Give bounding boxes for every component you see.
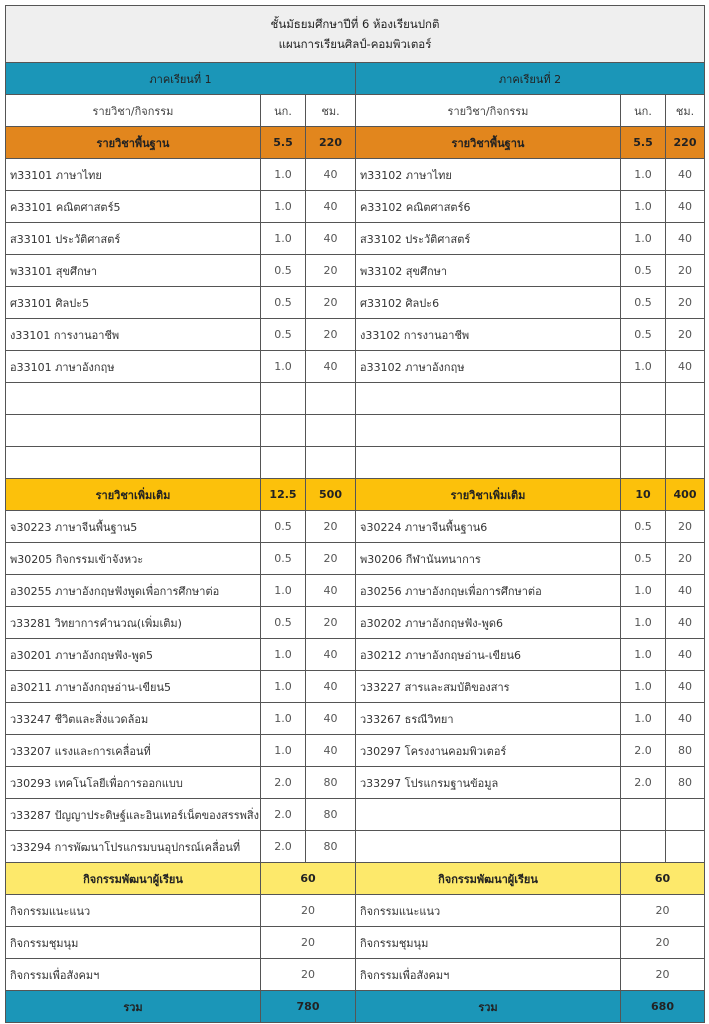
sem2-subject: ว33297 โปรแกรมฐานข้อมูล [356,767,621,799]
table-row [6,639,705,671]
table-row [6,735,705,767]
sem1-hours: 40 [306,351,356,383]
sem1-hours: 20 [306,255,356,287]
sem1-credits: 1.0 [261,191,306,223]
hours-column-header: ชม. [666,95,705,127]
sem1-hours [306,415,356,447]
sem1-subject: อ30255 ภาษาอังกฤษฟังพูดเพื่อการศึกษาต่อ [6,575,261,607]
sem2-credits: 1.0 [621,639,666,671]
extra-sem2-credits: 10 [621,479,666,511]
sem1-subject: ส33101 ประวัติศาสตร์ [6,223,261,255]
sem2-hours: 40 [666,191,705,223]
sem1-credits: 1.0 [261,671,306,703]
sem2-activity: กิจกรรมเพื่อสังคมฯ [356,959,621,991]
title-row [6,6,705,63]
extra-sem1-hours: 500 [306,479,356,511]
table-row [6,703,705,735]
sem1-credits: 2.0 [261,831,306,863]
sem1-credits: 2.0 [261,767,306,799]
title-line-1: ชั้นมัธยมศึกษาปีที่ 6 ห้องเรียนปกติ [270,17,440,31]
sem1-subject: ว33287 ปัญญาประดิษฐ์และอินเทอร์เน็ตของสรรพสิ่ง [6,799,261,831]
sem2-subject: ท33102 ภาษาไทย [356,159,621,191]
sem1-hours: 80 [306,799,356,831]
sem1-hours: 40 [306,223,356,255]
sem2-subject [356,383,621,415]
sem2-subject: ส33102 ประวัติศาสตร์ [356,223,621,255]
basic-sem2-credits: 5.5 [621,127,666,159]
sem2-credits: 0.5 [621,287,666,319]
table-row [6,223,705,255]
total-row [6,991,705,1023]
sem2-credits [621,415,666,447]
table-row [6,255,705,287]
table-row [6,543,705,575]
activities-sem1-hours: 60 [261,863,356,895]
sem1-subject: ว30293 เทคโนโลยีเพื่อการออกแบบ [6,767,261,799]
activities-label: กิจกรรมพัฒนาผู้เรียน [6,863,261,895]
semester-1-header: ภาคเรียนที่ 1 [6,63,356,95]
sem2-hours [666,831,705,863]
sem1-subject: ว33281 วิทยาการคำนวณ(เพิ่มเติม) [6,607,261,639]
total-label: รวม [6,991,261,1023]
sem2-activity-hours: 20 [621,895,705,927]
sem1-hours: 20 [306,287,356,319]
sem2-credits [621,383,666,415]
sem1-subject: ศ33101 ศิลปะ5 [6,287,261,319]
sem2-hours [666,415,705,447]
sem1-subject: พ30205 กิจกรรมเข้าจังหวะ [6,543,261,575]
sem2-hours: 40 [666,639,705,671]
sem2-credits: 1.0 [621,607,666,639]
extra-label: รายวิชาเพิ่มเติม [6,479,261,511]
sem1-subject [6,415,261,447]
table-row [6,799,705,831]
sem2-activity: กิจกรรมแนะแนว [356,895,621,927]
sem1-hours: 40 [306,703,356,735]
total-sem2: 680 [621,991,705,1023]
sem1-credits: 0.5 [261,511,306,543]
activities-label: กิจกรรมพัฒนาผู้เรียน [356,863,621,895]
sem1-credits: 1.0 [261,735,306,767]
semester-2-header: ภาคเรียนที่ 2 [356,63,705,95]
sem2-subject: ศ33102 ศิลปะ6 [356,287,621,319]
sem2-credits: 1.0 [621,191,666,223]
sem1-subject [6,383,261,415]
activity-row [6,895,705,927]
semester-header-row [6,63,705,95]
sem1-hours: 40 [306,575,356,607]
credits-column-header: นก. [261,95,306,127]
sem1-activity-hours: 20 [261,959,356,991]
sem1-activity: กิจกรรมแนะแนว [6,895,261,927]
sem2-hours: 20 [666,511,705,543]
sem1-subject: ท33101 ภาษาไทย [6,159,261,191]
sem2-hours: 20 [666,319,705,351]
sem2-hours: 80 [666,767,705,799]
sem1-hours: 20 [306,543,356,575]
sem2-credits: 2.0 [621,735,666,767]
sem2-credits: 1.0 [621,351,666,383]
sem2-credits: 0.5 [621,511,666,543]
sem2-credits: 1.0 [621,575,666,607]
table-row [6,831,705,863]
activity-row [6,959,705,991]
sem2-hours [666,447,705,479]
sem2-credits: 1.0 [621,703,666,735]
sem1-hours: 40 [306,159,356,191]
sem2-subject: ค33102 คณิตศาสตร์6 [356,191,621,223]
sem2-hours: 40 [666,223,705,255]
sem1-hours: 40 [306,639,356,671]
sem1-credits: 1.0 [261,703,306,735]
sem1-hours: 20 [306,319,356,351]
sem1-credits: 0.5 [261,319,306,351]
sem1-hours: 40 [306,735,356,767]
table-row [6,383,705,415]
table-row [6,607,705,639]
basic-subjects-header [6,127,705,159]
page-title [6,6,705,63]
activities-sem2-hours: 60 [621,863,705,895]
sem1-credits [261,383,306,415]
sem2-subject [356,415,621,447]
sem2-activity-hours: 20 [621,959,705,991]
sem1-subject: อ30201 ภาษาอังกฤษฟัง-พูด5 [6,639,261,671]
table-row [6,671,705,703]
sem2-hours: 40 [666,575,705,607]
sem1-subject: ว33207 แรงและการเคลื่อนที่ [6,735,261,767]
sem1-hours: 80 [306,831,356,863]
sem2-subject: พ33102 สุขศึกษา [356,255,621,287]
sem2-credits: 1.0 [621,223,666,255]
sem2-hours: 40 [666,671,705,703]
subject-column-header: รายวิชา/กิจกรรม [6,95,261,127]
activities-header [6,863,705,895]
sem2-credits: 1.0 [621,159,666,191]
sem1-credits: 0.5 [261,287,306,319]
sem1-subject [6,447,261,479]
basic-sem1-credits: 5.5 [261,127,306,159]
table-row [6,287,705,319]
table-row [6,191,705,223]
sem1-credits: 0.5 [261,543,306,575]
sem1-credits: 0.5 [261,607,306,639]
sem2-subject: พ30206 กีฬานันทนาการ [356,543,621,575]
sem2-subject: อ30256 ภาษาอังกฤษเพื่อการศึกษาต่อ [356,575,621,607]
sem1-hours: 40 [306,191,356,223]
sem1-credits: 1.0 [261,223,306,255]
sem2-hours: 40 [666,159,705,191]
sem2-credits: 1.0 [621,671,666,703]
sem1-activity: กิจกรรมชุมนุม [6,927,261,959]
sem2-credits [621,799,666,831]
sem1-activity-hours: 20 [261,927,356,959]
extra-label: รายวิชาเพิ่มเติม [356,479,621,511]
sem2-hours: 40 [666,703,705,735]
credits-column-header: นก. [621,95,666,127]
sem2-subject: อ30202 ภาษาอังกฤษฟัง-พูด6 [356,607,621,639]
sem1-activity: กิจกรรมเพื่อสังคมฯ [6,959,261,991]
table-row [6,351,705,383]
table-row [6,415,705,447]
sem1-hours: 20 [306,607,356,639]
sem1-subject: ว33294 การพัฒนาโปรแกรมบนอุปกรณ์เคลื่อนที่ [6,831,261,863]
sem2-hours [666,799,705,831]
sem1-subject: ง33101 การงานอาชีพ [6,319,261,351]
sem2-hours: 80 [666,735,705,767]
hours-column-header: ชม. [306,95,356,127]
basic-sem2-hours: 220 [666,127,705,159]
sem2-hours: 20 [666,255,705,287]
table-row [6,767,705,799]
extra-sem2-hours: 400 [666,479,705,511]
sem1-credits: 0.5 [261,255,306,287]
sem2-activity-hours: 20 [621,927,705,959]
sem2-hours: 40 [666,607,705,639]
sem1-credits: 2.0 [261,799,306,831]
sem1-hours [306,447,356,479]
sem2-subject: ว33267 ธรณีวิทยา [356,703,621,735]
sem1-credits: 1.0 [261,351,306,383]
sem2-credits [621,831,666,863]
sem2-subject: จ30224 ภาษาจีนพื้นฐาน6 [356,511,621,543]
sem1-subject: อ33101 ภาษาอังกฤษ [6,351,261,383]
table-row [6,511,705,543]
sem1-subject: ค33101 คณิตศาสตร์5 [6,191,261,223]
total-sem1: 780 [261,991,356,1023]
subject-column-header: รายวิชา/กิจกรรม [356,95,621,127]
sem2-credits: 0.5 [621,543,666,575]
sem2-hours: 20 [666,543,705,575]
sem2-subject: ง33102 การงานอาชีพ [356,319,621,351]
extra-subjects-header [6,479,705,511]
sem2-credits [621,447,666,479]
curriculum-table [5,5,705,1023]
sem2-credits: 0.5 [621,319,666,351]
table-row [6,319,705,351]
sem1-credits [261,415,306,447]
sem1-credits: 1.0 [261,575,306,607]
sem1-subject: พ33101 สุขศึกษา [6,255,261,287]
sem1-subject: อ30211 ภาษาอังกฤษอ่าน-เขียน5 [6,671,261,703]
table-row [6,575,705,607]
sem2-credits: 2.0 [621,767,666,799]
sem2-subject: ว33227 สารและสมบัติของสาร [356,671,621,703]
sem2-subject: ว30297 โครงงานคอมพิวเตอร์ [356,735,621,767]
column-header-row [6,95,705,127]
sem2-hours [666,383,705,415]
sem1-hours [306,383,356,415]
sem2-hours: 20 [666,287,705,319]
sem2-subject: อ30212 ภาษาอังกฤษอ่าน-เขียน6 [356,639,621,671]
sem1-activity-hours: 20 [261,895,356,927]
sem1-hours: 40 [306,671,356,703]
sem2-hours: 40 [666,351,705,383]
basic-sem1-hours: 220 [306,127,356,159]
sem1-credits: 1.0 [261,639,306,671]
basic-label: รายวิชาพื้นฐาน [356,127,621,159]
sem2-subject [356,447,621,479]
sem2-credits: 0.5 [621,255,666,287]
sem2-subject [356,831,621,863]
sem1-hours: 80 [306,767,356,799]
sem1-hours: 20 [306,511,356,543]
title-line-2: แผนการเรียนศิลป์-คอมพิวเตอร์ [278,37,432,51]
extra-sem1-credits: 12.5 [261,479,306,511]
sem1-subject: ว33247 ชีวิตและสิ่งแวดล้อม [6,703,261,735]
basic-label: รายวิชาพื้นฐาน [6,127,261,159]
sem1-credits [261,447,306,479]
activity-row [6,927,705,959]
sem2-subject: อ33102 ภาษาอังกฤษ [356,351,621,383]
table-row [6,159,705,191]
total-label: รวม [356,991,621,1023]
sem2-subject [356,799,621,831]
sem1-subject: จ30223 ภาษาจีนพื้นฐาน5 [6,511,261,543]
sem1-credits: 1.0 [261,159,306,191]
table-row [6,447,705,479]
sem2-activity: กิจกรรมชุมนุม [356,927,621,959]
